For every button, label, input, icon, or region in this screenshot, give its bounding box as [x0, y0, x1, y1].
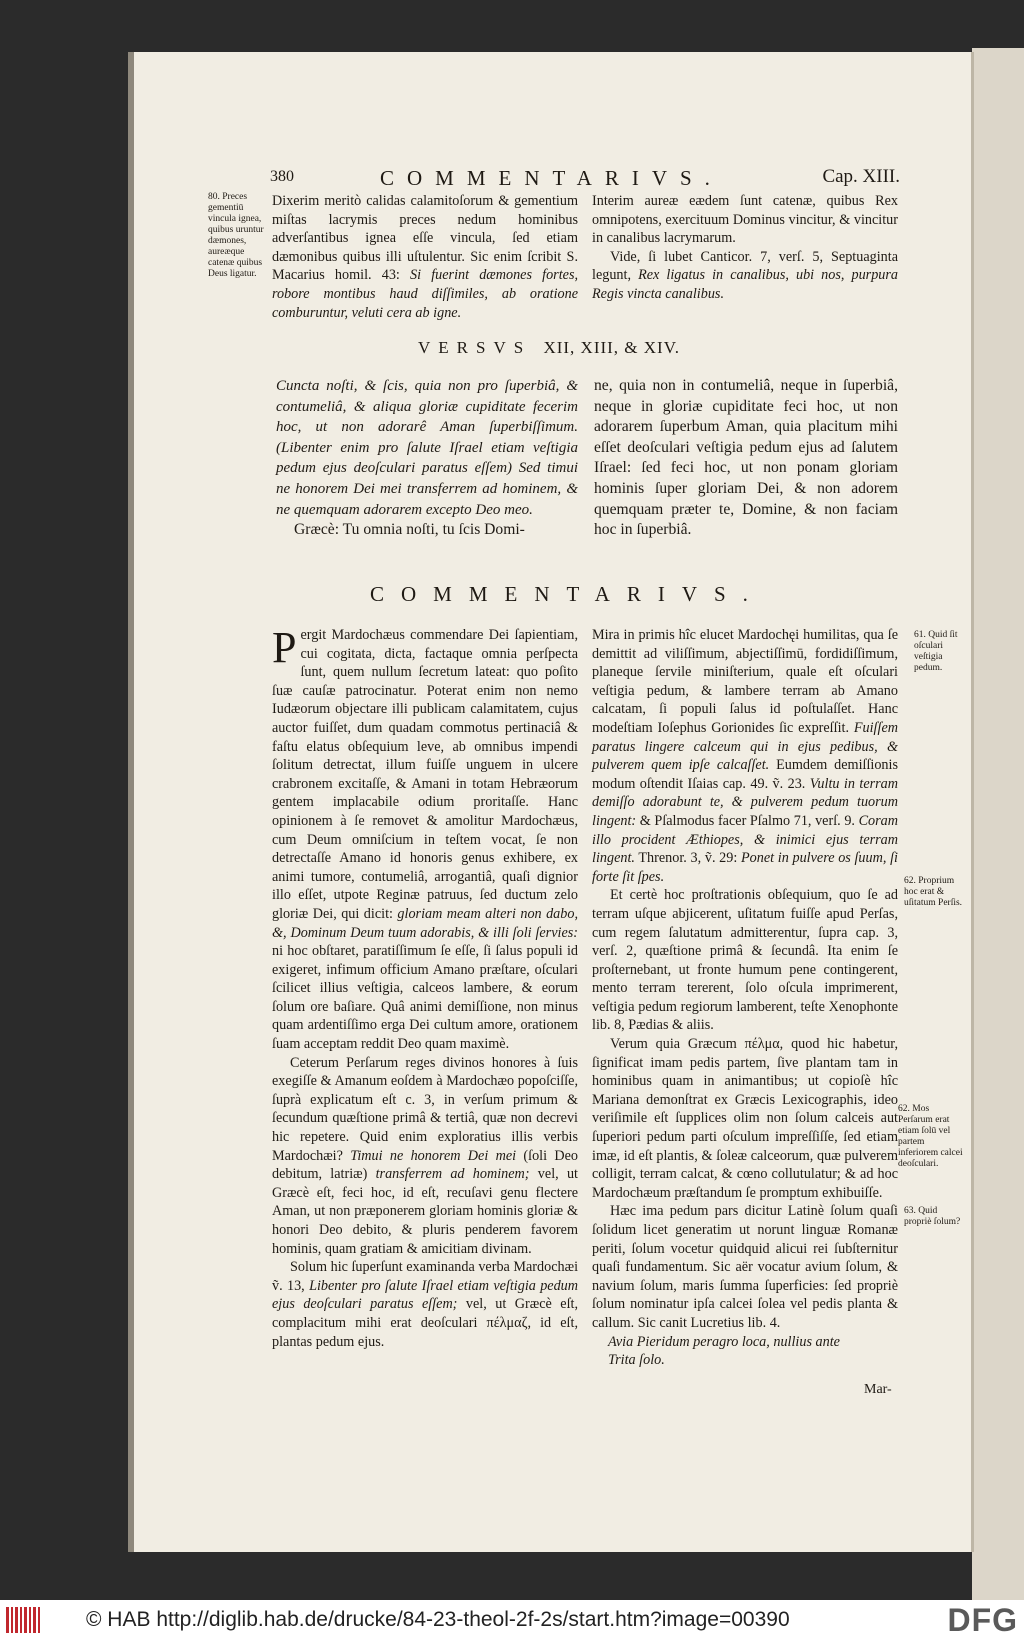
body-left-p1-end: ni hoc obſtaret, paratiſſimum ſe eſſe, ſi ſalus populi id exigeret, infimum officium Amano præſtare, oſculari ſcilicet illius veſtigia, calceos lambere, & eorum ſolum ore baſiare. Quâ animi demiſſione, non minus quam ardentiſſimo erga Dei cultum amore, orationem ſuam acceptam reddit Deo quam maximè.	[272, 943, 578, 1053]
lucretius-verse-line1: Avia Pieridum peragro loca, nullius ante	[608, 1333, 840, 1350]
body-right-p1-mid2: & Pſalmodus facer Pſalmo 71, verſ. 9.	[639, 812, 855, 829]
body-left-p2: Ceterum Perſarum reges divinos honores à ſuis exegiſſe & Amanum eoſdem à Mardochæo popoſciſſe, ſuprà explicatum eſt c. 3, in verſum primum & ſecundum quæſtione primâ & tertiâ, quæ non decrevi hic repetere. Quid enim exploratius illis verbis Mardochæi?	[272, 1054, 578, 1164]
running-title: COMMENTARIVS.	[380, 166, 723, 190]
verse-right-text: ne, quia non in contumeliâ, neque in ſuperbiâ, neque in gloriæ cupiditate feci hoc, ut non adorarem ſuperbum Aman, quia placitum mihi eſſet deoſculari veſtigia pedum ejus ad ſalutem Iſrael: ſed feci hoc, ut non ponam gloriam hominis ſuper gloriam Dei, & non adorem quemquam præter te, Domine, & non faciam hoc in ſuperbiâ.	[594, 377, 898, 539]
section1-right-text: Interim aureæ eædem ſunt catenæ, quibus Rex omnipotens, exercituum Dominus vincitur, & vincitur in canalibus lacrymarum.	[592, 193, 898, 247]
body-left-p3-end: vel, ut Græcè eſt, complacitum mihi erat deoſculari πέλμαζ, id eſt, plantas pedum ejus.	[272, 1296, 579, 1350]
source-url[interactable]: © HAB http://diglib.hab.de/drucke/84-23-theol-2f-2s/start.htm?image=00390	[86, 1608, 790, 1631]
versus-heading	[418, 338, 878, 358]
margin-note-63: 63. Quid propriè ſolum?	[904, 1206, 961, 1227]
versus-label: VERSVS	[418, 338, 532, 357]
commentarius-heading: COMMENTARIVS.	[370, 582, 765, 606]
body-right-p2: Et certè hoc proſtrationis obſequium, quo ſe ad terram uſque abjicerent, uſitatum fuiſſe apud Perſas, cum regem ſalutatum admitterentur, ſupra cap. 3, verſ. 2, quæſtione primâ & ſecundâ. Ita enim ſe proſternebant, ut fronte humum pene contingerent, mento terram tererent, ſolo oſcula imprimerent, veſtigia pedum regiorum lamberent, teſte Xenophonte lib. 8, Pædias & aliis.	[592, 887, 898, 1034]
page-number: 380	[270, 168, 294, 185]
body-left-column	[272, 623, 579, 1351]
body-left-p3: Solum hic ſuperſunt examinanda verba Mardochæi ṽ. 13,	[272, 1259, 579, 1294]
body-right-column	[592, 626, 898, 1370]
margin-note-62a: 62. Proprium hoc erat & uſitatum Perſis.	[904, 876, 963, 908]
body-left-p2-quote: Timui ne honorem Dei mei	[350, 1147, 517, 1164]
body-right-p1-quote2: Vultu in terram demiſſo adorabunt te, & pulverem pedum tuorum lingent:	[592, 775, 899, 829]
verse-left-column	[276, 376, 578, 541]
versus-numbers: XII, XIII, & XIV.	[543, 338, 681, 357]
body-left-p1: ergit Mardochæus commendare Dei ſapientiam, cui cogitata, dicta, factaque omnia perſpecta ſunt, quem nullum ſecretum lateat: quo poſito ſuæ cauſæ patrocinatur. Poterat enim non nemo Iudæorum objectare illi publicam calamitatem, cujus auctor fuiſſet, dum quadam commotus pertinaciâ & faſtu elatus obſequium leve, ab omnibus impendi ſolitum detrectat, illum fuiſſe unguem in ulcere crabronem excitaſſe, & Amani in totam Hebræorum gentem implacabile odium proritaſſe. Hanc opinionem à ſe removet & amolitur Mardochæus, cum Deum omniſcium in teſtem vocat, ſe non detrectaſſe Amano id honoris genus exhibere, ex animi tumore, contumeliâ, arrogantiâ, quaſi dignior illo eſſet, utpote Reginæ patruus, ſed ductum zelo gloriæ Dei, qui dicit:	[272, 627, 578, 922]
section1-right-column	[592, 192, 898, 304]
margin-note-62b: 62. Mos Perſarum erat etiam ſolū vel partem inferiorem calcei deoſculari.	[898, 1104, 963, 1169]
dfg-logo: DFG	[947, 1602, 1018, 1638]
section1-left-quote: Si fuerint dæmones fortes, robore montibus haud diſſimiles, ab oratione comburuntur, veluti cera ab igne.	[272, 267, 579, 321]
verse-greek-intro: Græcè: Tu omnia noſti, tu ſcis Domi-	[294, 521, 525, 539]
margin-note-80: 80. Preces gementiū vincula ignea, quibus uruntur dæmones, aureæque catenæ quibus Deus ligatur.	[208, 192, 264, 279]
drop-cap: P	[272, 623, 297, 672]
body-left-p3-quote: Libenter pro ſalute Iſrael etiam veſtigia pedum ejus deoſculari paratus eſſem;	[272, 1277, 579, 1313]
margin-note-61: 61. Quid ſit oſculari veſtigia pedum.	[914, 630, 958, 673]
viewer-footer	[0, 1600, 1024, 1640]
verse-latin-italic: Cuncta noſti, & ſcis, quia non pro ſuperbiâ, & contumeliâ, & aliqua gloriæ cupiditate fecerim hoc, ut non adorarê Aman ſuperbiſſimum. (Libenter enim pro ſalute Iſrael etiam veſtigia pedum ejus deoſculari paratus eſſem) Sed timui ne honorem Dei mei transferrem ad hominem, & ne quemquam adorarem excepto Deo meo.	[276, 378, 578, 518]
body-right-p1-mid: Eumdem demiſſionis modum oſtendit Iſaias cap. 49. ṽ. 23.	[592, 757, 898, 792]
body-left-p2-end: vel, ut Græcè eſt, feci hoc, id eſt, recuſavi genu flectere Aman, ut non præponerem gloriam hominis gloriæ & honori Deo debito, & pluris penderem favorem hominis, quam gratiam & amicitiam divinam.	[272, 1166, 578, 1257]
body-right-p1-quote4: Ponet in pulvere os ſuum, ſi forte ſit ſpes.	[592, 850, 898, 885]
catchword: Mar-	[864, 1382, 892, 1397]
body-left-p2-quote2: transferrem ad hominem;	[375, 1166, 530, 1183]
running-header	[270, 166, 900, 194]
section1-left-text: Dixerim meritò calidas calamitoſorum & gementium miſtas lacrymis preces nedum hominibus adverſantibus ignea eſſe vincula, ſed etiam dæmonibus quibus illi uſtulentur. Sic enim ſcribit S. Macarius homil. 43:	[272, 193, 578, 284]
next-page-edge	[972, 48, 1024, 1608]
body-right-p1: Mira in primis hîc elucet Mardochęi humilitas, qua ſe demittit ad viliſſimum, abjectiſſimū, fordidiſſimum, planeque ſervile miniſterium, quale eſt oſculari veſtigia pedum, & lambere terram ab Amano calcatam, ſi populi ſalus id poſtulaſſet. Hanc modeſtiam Ioſephus Gorionides ſic expreſſit.	[592, 627, 898, 736]
body-right-p1-quote3: Coram illo procident Æthiopes, & inimici ejus terram lingent.	[592, 812, 899, 867]
body-right-p1-end: Threnor. 3, ṽ. 29:	[638, 850, 738, 867]
chapter-label: Cap. XIII.	[822, 166, 900, 187]
body-right-p4: Hæc ima pedum pars dicitur Latinè ſolum quaſi ſolidum licet generatim ut norunt linguæ Romanæ periti, ſolum vocetur quidquid alicui rei ſubſternitur quaſi fundamentum. Sic aër vocatur avium ſolum, & navium ſolum, maris ſumma ſuperficies: ſed propriè ſolum nominatur ipſa calcei ſolea vel pedis planta & callum. Sic canit Lucretius lib. 4.	[592, 1203, 898, 1331]
section1-right-quote: Rex ligatus in canalibus, ubi nos, purpura Regis vincta canalibus.	[592, 267, 898, 302]
body-left-p2-mid: (ſoli Deo debitum, latriæ)	[272, 1147, 578, 1183]
section1-left-column	[272, 192, 578, 322]
hab-logo-icon	[6, 1607, 46, 1633]
body-right-p1-quote: Fuiſſem paratus lingere calceum qui in ejus pedibus, & pulverem quem ipſe calcaſſet.	[592, 719, 898, 774]
section1-right-text2: Vide, ſi lubet Canticor. 7, verſ. 5, Septuaginta legunt,	[592, 248, 898, 284]
body-left-p1-quote: gloriam meam alteri non dabo, &, Dominum Deum tuum adorabis, & illi ſoli ſervies:	[272, 905, 579, 941]
verse-right-column	[594, 376, 898, 541]
lucretius-verse-line2: Trita ſolo.	[608, 1352, 665, 1369]
body-right-p3: Verum quia Græcum πέλμα, quod hic habetur, ſignificat imam pedis partem, ſive plantam tam in hominibus quam in animantibus; ut copioſè hîc Mariana demonſtrat ex Græcis Lexicographis, ideo veriſimile eſt ſupplices olim non ſolum calceis aut ſuperiori pedum parti oſculum impreſſiſſe, ſed etiam imæ, id eſt plantis, & ſoleæ calceorum, quæ pulverem colligit, terram calcat, & cœno collutulatur; & ad hoc Mardochæum præſtandum ſe promptum exhibuiſſe.	[592, 1036, 898, 1201]
